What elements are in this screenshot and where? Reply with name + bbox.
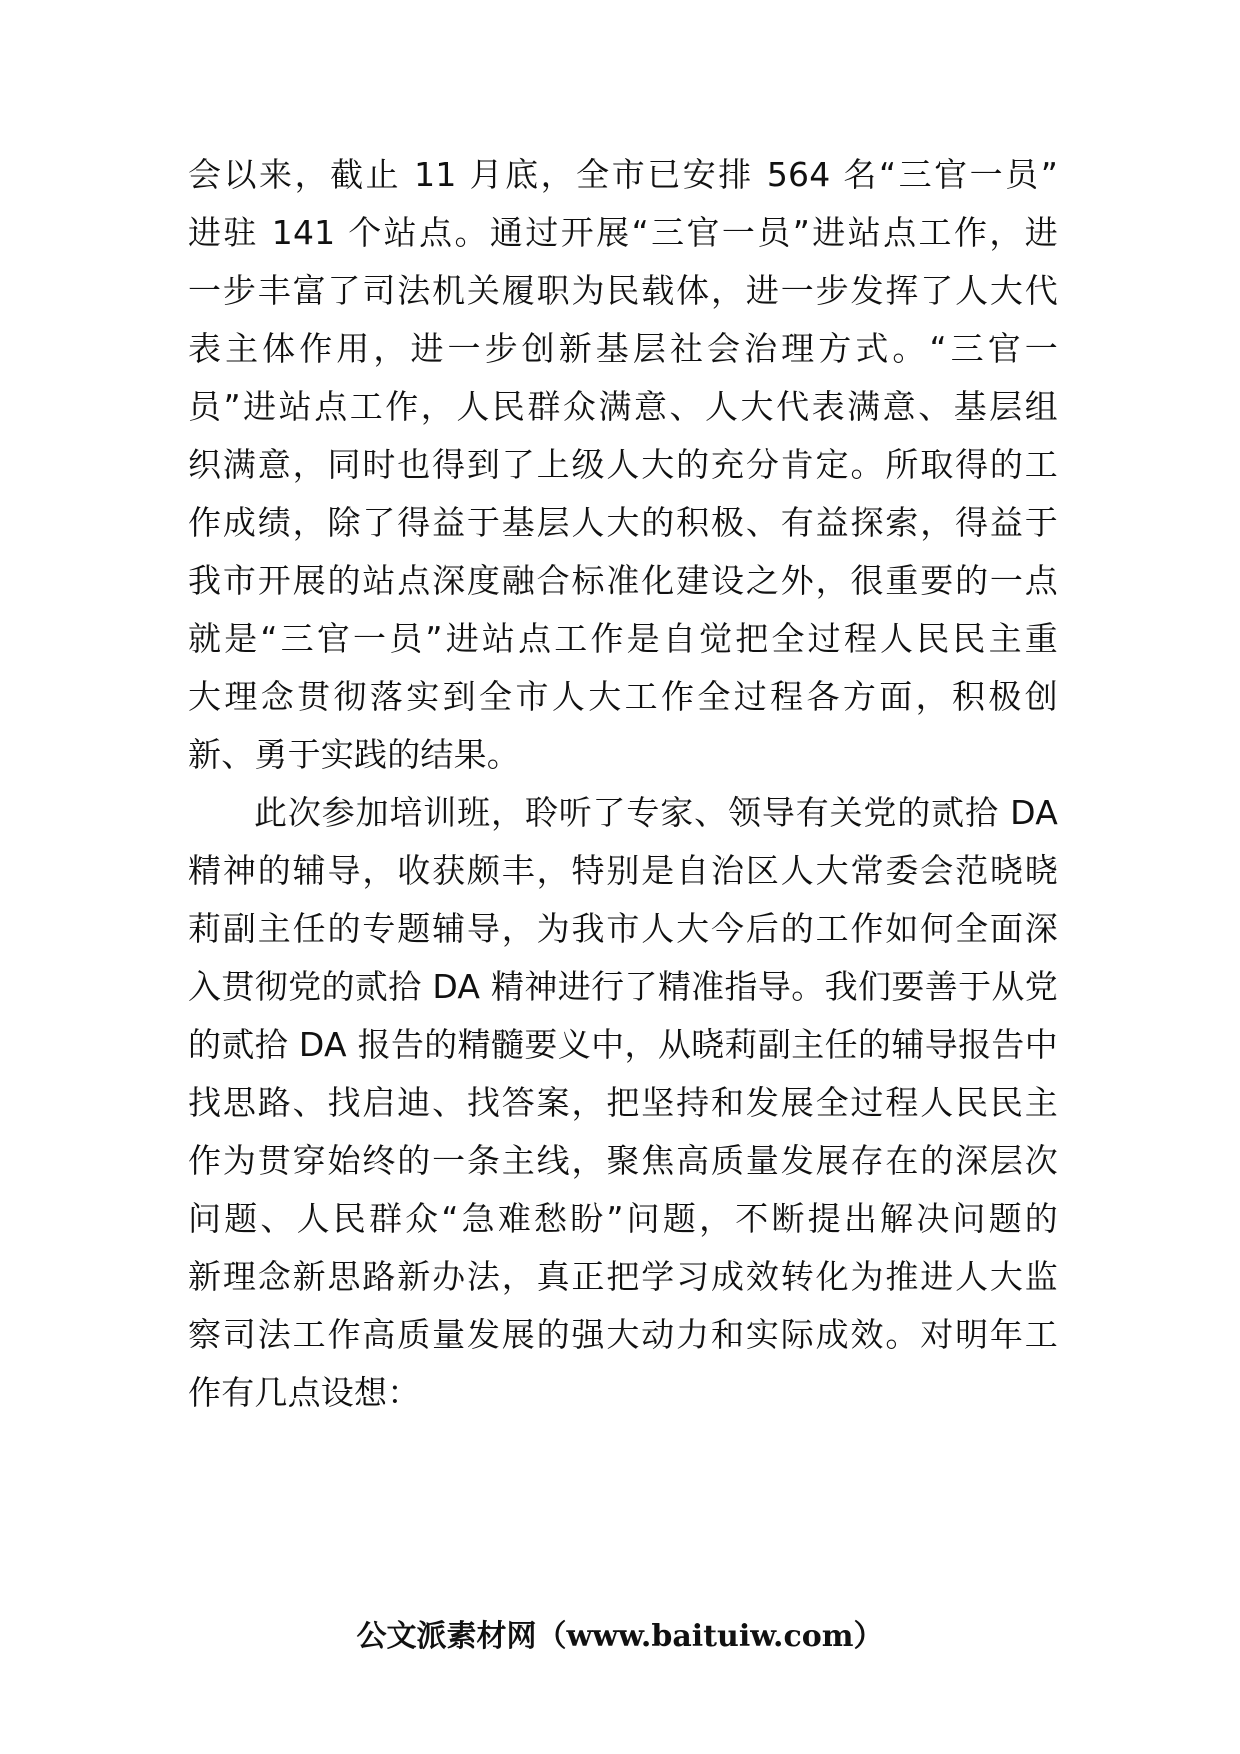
paragraph-2-line-5: 的贰拾 DA 报告的精髓要义中，从晓莉副主任的辅导报告中: [188, 1025, 1058, 1064]
paragraph-1-line-4: 表主体作用，进一步创新基层社会治理方式。“三官一: [188, 329, 1058, 368]
paragraph-1-line-10: 大理念贯彻落实到全市人大工作全过程各方面，积极创: [188, 677, 1058, 716]
paragraph-2-line-8: 问题、人民群众“急难愁盼”问题，不断提出解决问题的: [188, 1199, 1058, 1238]
paragraph-1-line-6: 织满意，同时也得到了上级人大的充分肯定。所取得的工: [188, 445, 1058, 484]
paragraph-1-line-2: 进驻 141 个站点。通过开展“三官一员”进站点工作，进: [188, 213, 1058, 252]
paragraph-1-line-8: 我市开展的站点深度融合标准化建设之外，很重要的一点: [188, 561, 1058, 600]
paragraph-2-line-10: 察司法工作高质量发展的强大动力和实际成效。对明年工: [188, 1315, 1058, 1354]
paragraph-1-line-3: 一步丰富了司法机关履职为民载体，进一步发挥了人大代: [188, 271, 1058, 310]
paragraph-1-line-7: 作成绩，除了得益于基层人大的积极、有益探索，得益于: [188, 503, 1058, 542]
paragraph-2-line-6: 找思路、找启迪、找答案，把坚持和发展全过程人民民主: [188, 1083, 1058, 1122]
paragraph-1-line-11: 新、勇于实践的结果。: [188, 735, 520, 774]
paragraph-2-line-9: 新理念新思路新办法，真正把学习成效转化为推进人大监: [188, 1257, 1058, 1296]
footer-source-text: 公文派素材网（www.baituiw.com）: [356, 1619, 884, 1654]
paragraph-2-line-11: 作有几点设想：: [188, 1373, 421, 1412]
paragraph-2-line-7: 作为贯穿始终的一条主线，聚焦高质量发展存在的深层次: [188, 1141, 1058, 1180]
paragraph-1-line-9: 就是“三官一员”进站点工作是自觉把全过程人民民主重: [188, 619, 1058, 658]
paragraph-2-line-4: 入贯彻党的贰拾 DA 精神进行了精准指导。我们要善于从党: [188, 967, 1058, 1006]
paragraph-2-line-3: 莉副主任的专题辅导，为我市人大今后的工作如何全面深: [188, 909, 1058, 948]
paragraph-1-line-5: 员”进站点工作，人民群众满意、人大代表满意、基层组: [188, 387, 1058, 426]
paragraph-2-line-1: 此次参加培训班，聆听了专家、领导有关党的贰拾 DA: [254, 793, 1058, 832]
paragraph-2-line-2: 精神的辅导，收获颇丰，特别是自治区人大常委会范晓晓: [188, 851, 1058, 890]
paragraph-1-line-1: 会以来，截止 11 月底，全市已安排 564 名“三官一员”: [188, 155, 1058, 194]
